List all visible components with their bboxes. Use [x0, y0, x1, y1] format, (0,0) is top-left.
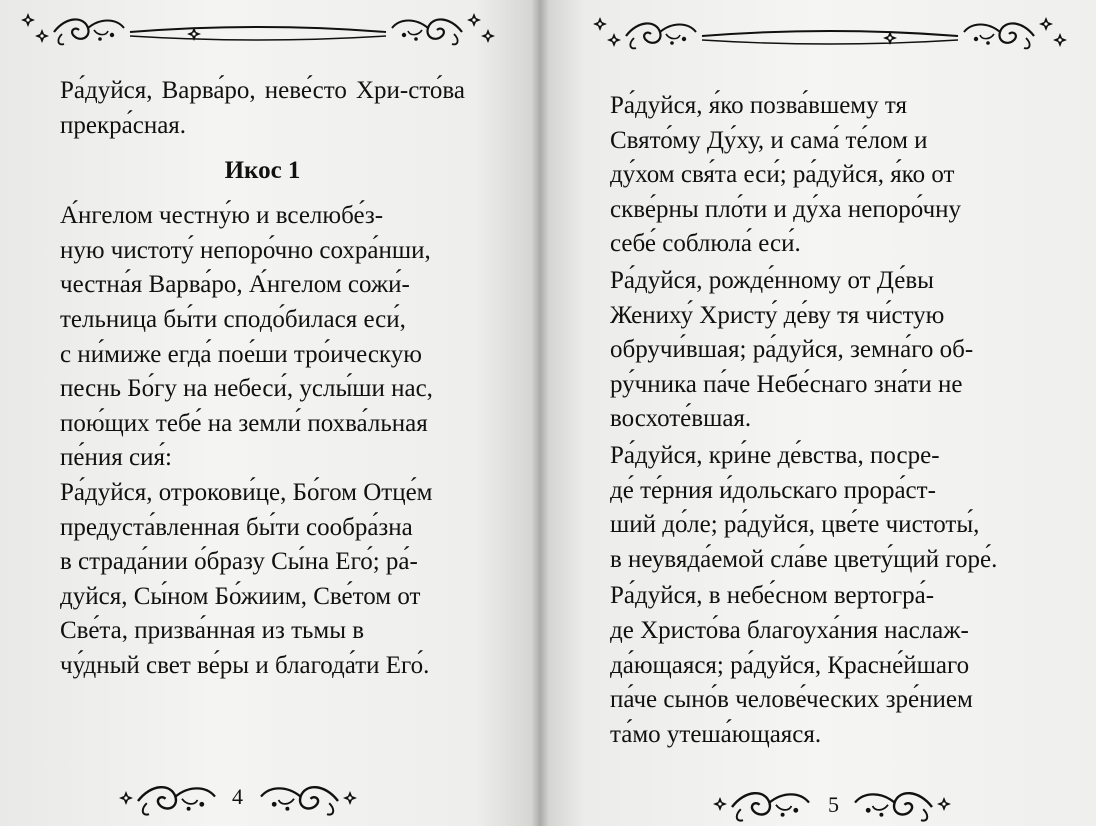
text-line: Ра́дуйся, в небе́сном вертогра́-: [610, 582, 935, 610]
text-line: та́мо утеша́ющаяся.: [610, 720, 822, 748]
text-line: ную чистоту́ непоро́чно сохра́нши,: [60, 236, 431, 264]
floral-ornament-footer-icon: [712, 786, 812, 822]
page-number-right: 5: [828, 792, 839, 817]
text-line: чу́дный свет ве́ры и благода́ти Его́.: [60, 651, 430, 679]
left-page: [0, 0, 540, 826]
ikos-paragraph-1: [60, 199, 465, 476]
text-line: с ни́миже егда́ пое́ши тро́ическую: [60, 340, 422, 368]
text-line: Свято́му Ду́ху, и сама́ те́лом и: [610, 126, 928, 154]
page-number-left: 4: [232, 784, 243, 809]
text-line: ру́чника па́че Небе́снаго зна́ти не: [610, 370, 963, 398]
text-line: Ра́дуйся, кри́не де́вства, посре-: [610, 441, 940, 469]
text-line: А́нгелом честну́ю и вселюбе́з-: [60, 202, 384, 230]
floral-ornament-header-icon: [590, 6, 1070, 54]
intro-text: Ра́дуйся, Варва́ро, неве́сто Хри-сто́ва прекра́сная.: [60, 77, 465, 139]
section-heading: Икос 1: [224, 157, 301, 185]
text-line: да́ющаяся; ра́дуйся, Красне́йшаго: [610, 651, 970, 679]
floral-ornament-header-icon: [18, 4, 498, 52]
right-page-text: [610, 89, 1053, 752]
left-page-text: [60, 74, 465, 684]
text-line: дуйся, Сы́ном Бо́жиим, Све́том от: [60, 582, 421, 610]
text-line: обручи́вшая; ра́дуйся, земна́го об-: [610, 336, 974, 364]
text-line: ду́хом свя́та еси́; ра́дуйся, я́ко от: [610, 161, 955, 189]
ikos-paragraph-2: [60, 476, 465, 684]
floral-ornament-footer-icon: [258, 780, 358, 816]
floral-ornament-footer-icon: [852, 786, 952, 822]
text-line: себе́ соблюла́ еси́.: [610, 230, 801, 258]
text-line: па́че сыно́в челове́ческих зре́нием: [610, 686, 973, 714]
text-line: пою́щих тебе́ на земли́ похва́льная: [60, 409, 428, 437]
ikos-paragraph-4: [610, 264, 1053, 437]
text-line: восхоте́вшая.: [610, 405, 752, 433]
text-line: в страда́нии о́бразу Сы́на Его́; ра́-: [60, 548, 418, 576]
intro-paragraph: [60, 74, 465, 143]
text-line: честна́я Варва́ро, А́нгелом сожи́-: [60, 271, 410, 299]
text-line: ший до́ле; ра́дуйся, цве́те чистоты́,: [610, 511, 980, 539]
text-line: Ра́дуйся, я́ко позва́вшему тя: [610, 92, 907, 119]
text-line: скве́рны пло́ти и ду́ха непоро́чну: [610, 195, 962, 223]
floral-ornament-footer-icon: [118, 780, 218, 816]
text-line: Ра́дуйся, рожде́нному от Де́вы: [610, 266, 934, 294]
ikos-paragraph-3: [610, 89, 1053, 262]
text-line: песнь Бо́гу на небеси́, услы́ши нас,: [60, 375, 433, 403]
ikos-paragraph-6: [610, 579, 1053, 752]
text-line: де Христо́ва благоуха́ния наслаж-: [610, 616, 969, 644]
text-line: Све́та, призва́нная из тьмы в: [60, 617, 365, 645]
text-line: де́ те́рния и́дольскаго прора́ст-: [610, 476, 936, 504]
text-line: тельница бы́ти сподо́билася еси́,: [60, 305, 406, 333]
ikos-paragraph-5: [610, 439, 1053, 577]
text-line: предуста́вленная бы́ти сообра́зна: [60, 513, 413, 541]
text-line: Ра́дуйся, отрокови́це, Бо́гом Отце́м: [60, 478, 433, 506]
text-line: пе́ния сия́:: [60, 444, 172, 472]
text-line: в неувяда́емой сла́ве цвету́щий горе́.: [610, 545, 998, 573]
book-gutter: [531, 0, 549, 826]
text-line: Жениху́ Христу́ де́ву тя чи́стую: [610, 301, 945, 329]
